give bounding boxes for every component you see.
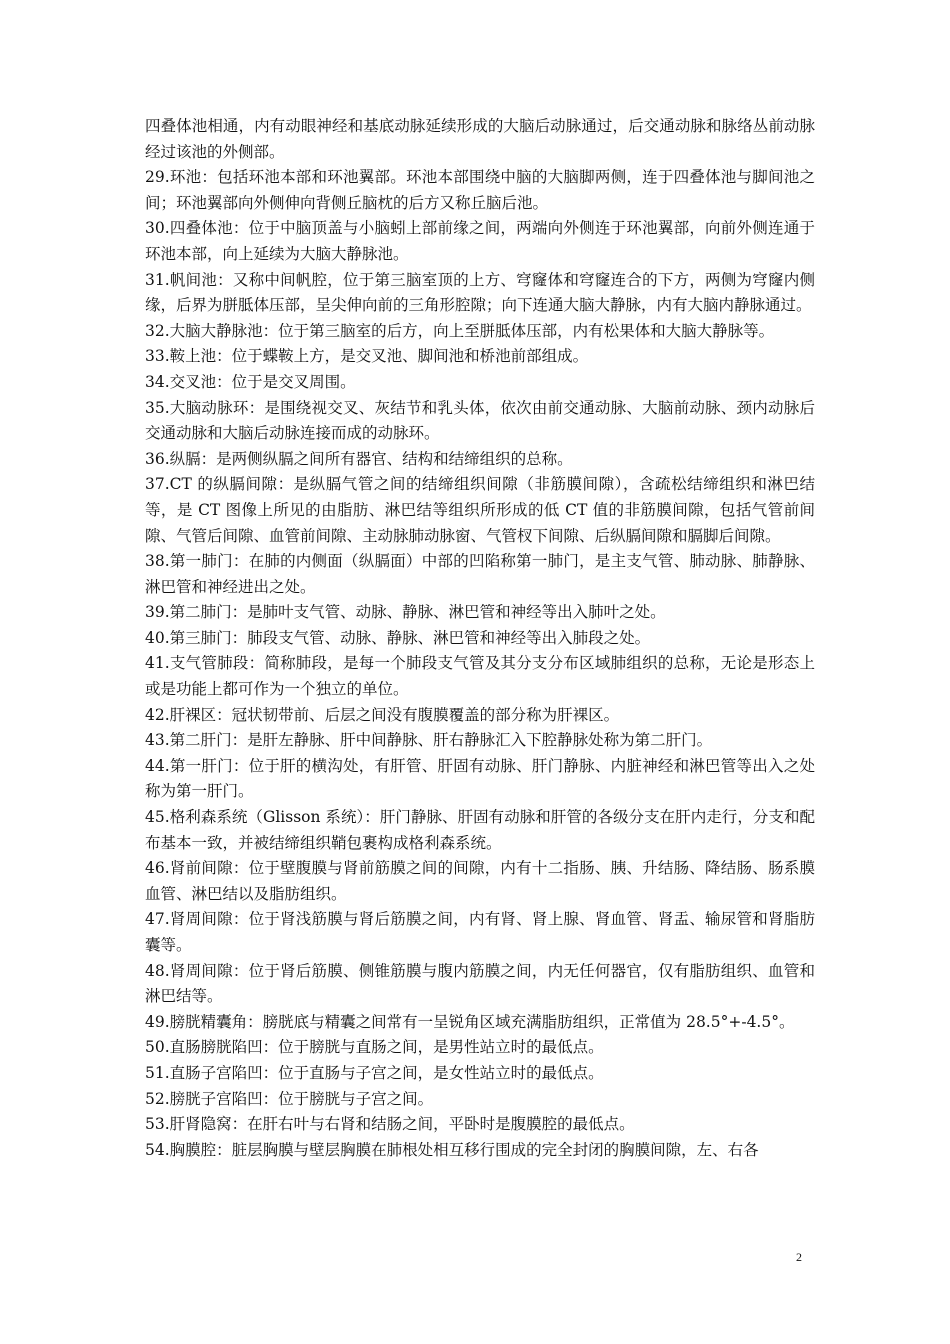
- paragraph: 51.直肠子宫陷凹：位于直肠与子宫之间，是女性站立时的最低点。: [145, 1063, 604, 1082]
- paragraph: 48.肾周间隙：位于肾后筋膜、侧锥筋膜与腹内筋膜之间，内无任何器官，仅有脂肪组织、血管和淋巴结等。: [145, 961, 815, 1006]
- paragraph: 53.肝肾隐窝：在肝右叶与右肾和结肠之间，平卧时是腹膜腔的最低点。: [145, 1115, 635, 1134]
- paragraph: 32.大脑大静脉池：位于第三脑室的后方，向上至胼胝体压部，内有松果体和大脑大静脉等。: [145, 321, 775, 340]
- paragraph: 30.四叠体池：位于中脑顶盖与小脑蚓上部前缘之间，两端向外侧连于环池翼部，向前外侧连通于环池本部，向上延续为大脑大静脉池。: [145, 219, 815, 263]
- paragraph: 37.CT 的纵膈间隙：是纵膈气管之间的结缔组织间隙（非筋膜间隙），含疏松结缔组织和淋巴结等，是 CT 图像上所见的由脂肪、淋巴结等组织所形成的低 CT 值的非筋膜间隙，包括气管前间隙、气管后间隙、血管前间隙、主动脉肺动脉窗、气管杈下间隙、后纵膈间隙和膈脚后间隙。: [145, 475, 815, 545]
- paragraph: 38.第一肺门：在肺的内侧面（纵膈面）中部的凹陷称第一肺门，是主支气管、肺动脉、肺静脉、淋巴管和神经进出之处。: [145, 552, 815, 596]
- paragraph: 54.胸膜腔：脏层胸膜与壁层胸膜在肺根处相互移行围成的完全封闭的胸膜间隙，左、右各: [145, 1140, 759, 1159]
- paragraph: 41.支气管肺段：简称肺段，是每一个肺段支气管及其分支分布区域肺组织的总称，无论是形态上或是功能上都可作为一个独立的单位。: [145, 654, 815, 699]
- paragraph: 47.肾周间隙：位于肾浅筋膜与肾后筋膜之间，内有肾、肾上腺、肾血管、肾盂、输尿管和肾脂肪囊等。: [145, 910, 815, 954]
- paragraph: 46.肾前间隙：位于壁腹膜与肾前筋膜之间的间隙，内有十二指肠、胰、升结肠、降结肠、肠系膜血管、淋巴结以及脂肪组织。: [145, 859, 815, 903]
- paragraph: 四叠体池相通，内有动眼神经和基底动脉延续形成的大脑后动脉通过，后交通动脉和脉络丛前动脉经过该池的外侧部。: [145, 117, 815, 161]
- paragraph: 35.大脑动脉环：是围绕视交叉、灰结节和乳头体，依次由前交通动脉、大脑前动脉、颈内动脉后交通动脉和大脑后动脉连接而成的动脉环。: [145, 398, 815, 443]
- paragraph: 34.交叉池：位于是交叉周围。: [145, 372, 356, 391]
- paragraph: 31.帆间池：又称中间帆腔，位于第三脑室顶的上方、穹窿体和穹窿连合的下方，两侧为穹窿内侧缘，后界为胼胝体压部，呈尖伸向前的三角形腔隙；向下连通大脑大静脉，内有大脑内静脉通过。: [145, 270, 815, 315]
- paragraph: 42.肝裸区：冠状韧带前、后层之间没有腹膜覆盖的部分称为肝裸区。: [145, 705, 620, 724]
- paragraph: 49.膀胱精囊角：膀胱底与精囊之间常有一呈锐角区域充满脂肪组织，正常值为 28.5°+-4.5°。: [145, 1012, 795, 1031]
- paragraph: 36.纵膈：是两侧纵膈之间所有器官、结构和结缔组织的总称。: [145, 449, 573, 468]
- paragraph: 40.第三肺门：肺段支气管、动脉、静脉、淋巴管和神经等出入肺段之处。: [145, 628, 651, 647]
- page-body: [145, 114, 815, 1163]
- paragraph: 52.膀胱子宫陷凹：位于膀胱与子宫之间。: [145, 1089, 434, 1108]
- paragraph: 44.第一肝门：位于肝的横沟处，有肝管、肝固有动脉、肝门静脉、内脏神经和淋巴管等出入之处称为第一肝门。: [145, 756, 815, 801]
- paragraph: 43.第二肝门：是肝左静脉、肝中间静脉、肝右静脉汇入下腔静脉处称为第二肝门。: [145, 731, 713, 750]
- paragraph: 50.直肠膀胱陷凹：位于膀胱与直肠之间，是男性站立时的最低点。: [145, 1038, 604, 1057]
- paragraph: 33.鞍上池：位于蝶鞍上方，是交叉池、脚间池和桥池前部组成。: [145, 347, 589, 366]
- paragraph: 29.环池：包括环池本部和环池翼部。环池本部围绕中脑的大脑脚两侧，连于四叠体池与脚间池之间；环池翼部向外侧伸向背侧丘脑枕的后方又称丘脑后池。: [145, 168, 815, 212]
- page-number: 2: [796, 1250, 802, 1264]
- paragraph: 39.第二肺门：是肺叶支气管、动脉、静脉、淋巴管和神经等出入肺叶之处。: [145, 603, 666, 622]
- paragraph: 45.格利森系统（Glisson 系统）：肝门静脉、肝固有动脉和肝管的各级分支在肝内走行，分支和配布基本一致，并被结缔组织鞘包裹构成格利森系统。: [145, 808, 815, 852]
